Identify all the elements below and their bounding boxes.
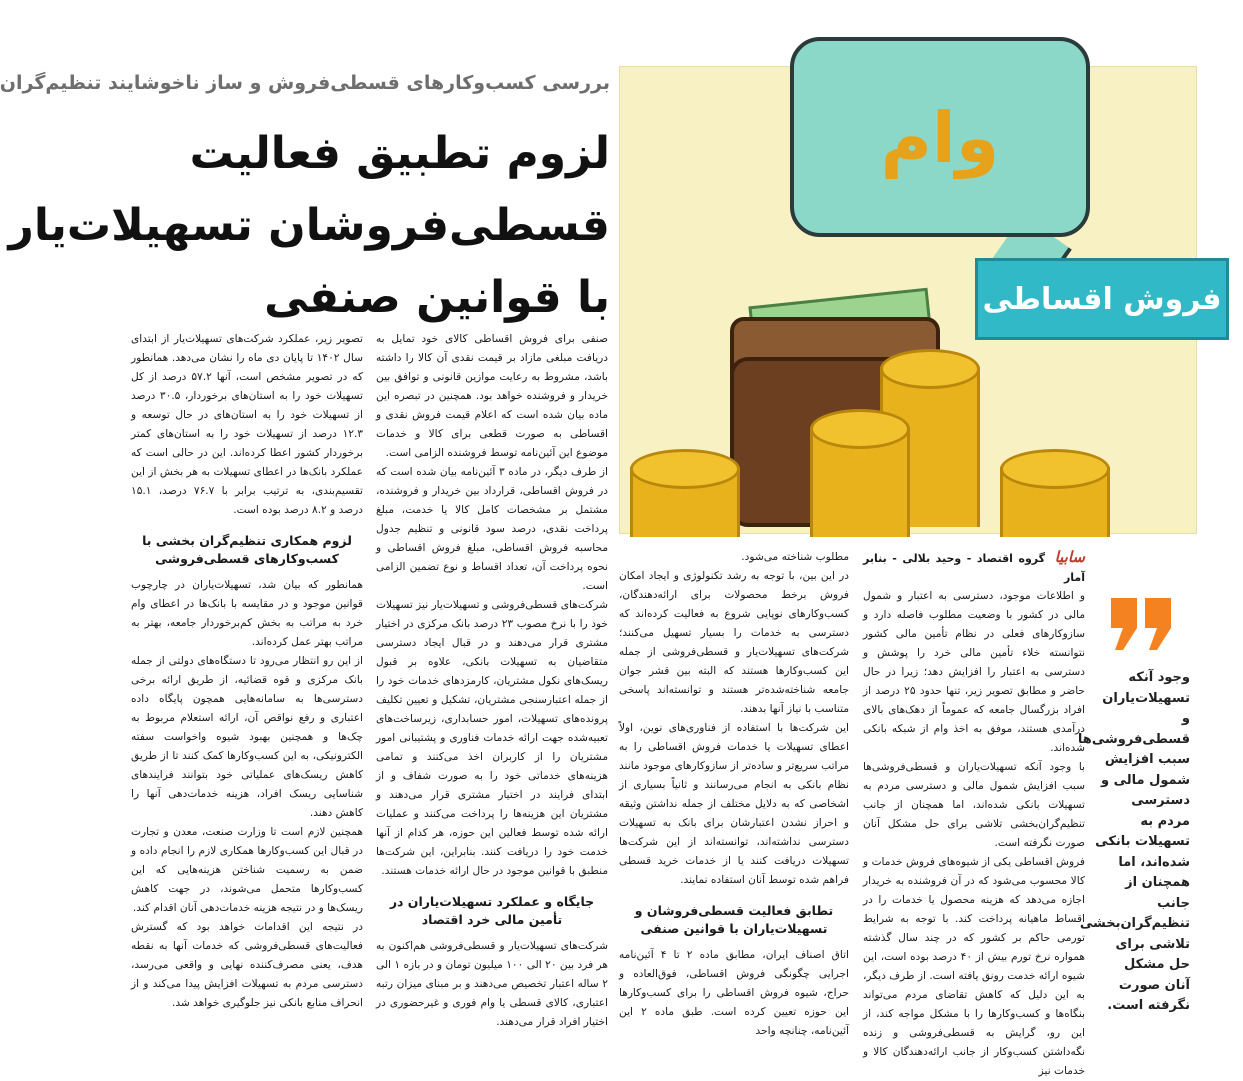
paragraph: این شرکت‌ها با استفاده از فناوری‌های نوین، اولاً اعطای تسهیلات یا خدمات فروش اقساطی را به مراتب سریع‌تر و ساده‌تر از سازوکارهای موجود مانند نظام بانکی به انجام می‌رسانند و ثانیاً بسیاری از اشخاصی که به دلایل مختلف از جمله نداشتن وثیقه و احراز نشدن اعتبارشان برای بانک به تسهیلات دسترسی نداشته‌اند، توانسته‌اند از این شرکت‌ها تسهیلات دریافت کنند یا از خدمات خرید قسطی فراهم شده توسط آنان استفاده نمایند. bbox=[619, 722, 849, 886]
headline-line-2: قسطی‌فروشان تسهیلات‌یار bbox=[8, 200, 610, 251]
column-1 bbox=[863, 548, 1085, 1077]
paragraph: صنفی برای فروش اقساطی کالای خود تمایل به دریافت مبلغی مازاد بر قیمت نقدی آن کالا را داشته باشد، مشروط به رعایت موازین قانونی و توافق بین خریدار و فروشنده خواهد بود. همچنین در تبصره این ماده بیان شده است که اعلام قیمت فروش نقدی و اقساطی به صورت قطعی برای کالا و خدمات موضوع این آئین‌نامه توسط فروشنده الزامی است. bbox=[376, 333, 608, 459]
publication-logo: سابیا bbox=[1054, 548, 1085, 566]
column-2 bbox=[619, 548, 849, 1037]
paragraph: همچنین لازم است تا وزارت صنعت، معدن و تجارت در قبال این کسب‌وکارها همکاری لازم را انجام داده و ضمن به رسمیت شناختن هزینه‌هایی که این کسب‌وکارها متحمل می‌شوند، در جهت کاهش ریسک‌ها و در نتیجه هزینه خدمات‌دهی آنان اقدام کند. bbox=[131, 826, 363, 914]
paragraph: و اطلاعات موجود، دسترسی به اعتبار و شمول مالی در کشور با وضعیت مطلوب فاصله دارد و سازوکارهای فعلی در نظام تأمین مالی کشور نتوانسته خلاء تأمین مالی خرد را پوشش و دسترسی به اعتبار را افزایش دهد؛ زیرا در حال حاضر و مطابق تصویر زیر، تنها حدود ۲۵ درصد از افراد بزرگسال جامعه که عموماً از دهک‌های بالای درآمدی هستند، موفق به اخذ وام از شبکه بانکی شده‌اند. bbox=[863, 590, 1085, 754]
byline bbox=[863, 548, 1085, 587]
headline-line-1: لزوم تطبیق فعالیت bbox=[189, 128, 610, 179]
column-3 bbox=[376, 330, 608, 1028]
paragraph: از این رو انتظار می‌رود تا دستگاه‌های دولتی از جمله بانک مرکزی و قوه قضائیه، از طریق ارائه برخی دسترسی‌ها به سامانه‌هایی همچون پایگاه داده اعتباری و رفع نواقص آن، ارائه استعلام مربوط به چک‌ها و همچنین بهبود شیوه واخواست سفته الکترونیکی، به این کسب‌وکارها کمک کنند تا از طریق کاهش ریسک‌های عملیاتی خود بتوانند فرایندهای شناسایی ریسک افراد، هزینه خدمات‌دهی آنها را کاهش دهند. bbox=[131, 655, 363, 819]
section-heading: لزوم همکاری تنظیم‌گران بخشی با کسب‌وکارهای قسطی‌فروشی bbox=[142, 533, 352, 566]
paragraph: از طرف دیگر، در ماده ۳ آئین‌نامه بیان شده است که در فروش اقساطی، قرارداد بین خریدار و فروشنده، مشتمل بر مشخصات کامل کالا یا خدمت، مبلغ پرداخت نقدی، درصد سود قانونی و تنظیم جدول محاسبه فروش اقساطی، مبلغ فروش اقساطی و نحوه پرداخت آن، تعداد اقساط و نوع تضمین الزامی است. bbox=[376, 466, 608, 592]
paragraph: تصویر زیر، عملکرد شرکت‌های تسهیلات‌یار از ابتدای سال ۱۴۰۲ تا پایان دی ماه را نشان می‌دهد. همانطور که در تصویر مشخص است، آنها ۵۷.۲ درصد از کل تسهیلات خود را به استان‌های برخوردار، ۳۰.۵ درصد از تسهیلات خود را به استان‌های در حال توسعه و ۱۲.۳ درصد از تسهیلات خود را به استان‌های کمتر برخوردار کشور اعطا کرده‌اند. این در حالی است که عملکرد بانک‌ها در اعطای تسهیلات به هر بخش از این تقسیم‌بندی، به ترتیب برابر با ۷۶.۷ درصد، ۱۵.۱ درصد و ۸.۲ درصد بوده است. bbox=[131, 333, 364, 516]
headline-line-3: با قوانین صنفی bbox=[264, 272, 610, 323]
coin-icon bbox=[630, 449, 740, 489]
paragraph: شرکت‌های قسطی‌فروشی و تسهیلات‌یار نیز تسهیلات خود را با نرخ مصوب ۲۳ درصد بانک مرکزی در اختیار مشتری قرار می‌دهند و در قبال ایجاد دسترسی متقاضیان به تسهیلات بانکی، علاوه بر قبول ریسک‌های نکول مشتریان، کارمزدهای خدمات خود را از جمله اعتبارسنجی مشتریان، تشکیل و تعیین تکلیف پرونده‌های تسهیلات، امور حسابداری، زیرساخت‌های تعبیه‌شده جهت ارائه خدمات فناوری و پشتیبانی امور مشتریان را از کاربران اخذ می‌کنند و تمامی هزینه‌های خدماتی خود را به صورت شفاف و از ابتدای فرایند در اختیار مشتری قرار می‌دهند و مشتریان این هزینه‌ها را پرداخت می‌کنند و عملیات ارائه شده توسط فعالین این حوزه، هر کدام از آنها خدمت خود را دریافت کنند. بنابراین، این شرکت‌ها منطبق با قوانین موجود در حال ارائه خدمات هستند. bbox=[376, 599, 608, 877]
section-heading: جایگاه و عملکرد تسهیلات‌یاران در تأمین مالی خرد اقتصاد bbox=[389, 894, 595, 927]
article-headline bbox=[8, 118, 610, 334]
coin-icon bbox=[880, 349, 980, 389]
paragraph: در نتیجه این اقدامات خواهد بود که گسترش فعالیت‌های قسطی‌فروشی که خدمات آنها به نقطه هدف، یعنی مصرف‌کننده نهایی و واقعی می‌رسد، دسترسی مردم به تسهیلات افزایش پیدا می‌کند و از انحراف منابع بانکی نیز جلوگیری خواهد شد. bbox=[131, 921, 363, 1009]
paragraph: فروش اقساطی یکی از شیوه‌های فروش خدمات و کالا محسوب می‌شود که در آن فروشنده به خریدار اجازه می‌دهد که هزینه محصول یا خدمات را در اقساط ماهیانه پرداخت کند. با توجه به شرایط تورمی حاکم بر کشور که در چند سال گذشته همواره نرخ تورم بیش از ۴۰ درصد بوده است، این شیوه ارائه خدمت رونق یافته است. از طرف دیگر، به این دلیل که کاهش تقاضای مردم می‌تواند بنگاه‌ها و کسب‌وکارها را با مشکل مواجه کند، از این رو، گرایش به قسطی‌فروشی و زنده نگه‌داشتن کسب‌وکار از جانب ارائه‌دهندگان کالا و خدمات نیز bbox=[863, 856, 1085, 1077]
byline-text: گروه اقتصاد - وحید بلالی - بنابر آمار bbox=[863, 552, 1085, 584]
section-heading: تطابق فعالیت قسطی‌فروشان و تسهیلات‌یاران با قوانین صنفی bbox=[634, 903, 834, 936]
speech-bubble-text: وام bbox=[880, 97, 1000, 179]
paragraph: مطلوب شناخته می‌شود. bbox=[741, 551, 849, 563]
quote-icon bbox=[1107, 594, 1177, 654]
pull-quote: وجود آنکه تسهیلات‌یاران و قسطی‌فروشی‌ها سبب افزایش شمول مالی و دسترسی مردم به تسهیلات بانکی شده‌اند، اما همچنان از جانب تنظیم‌گران‌بخشی تلاشی برای حل مشکل آنان صورت نگرفته است. bbox=[1077, 670, 1190, 1013]
paragraph: در این بین، با توجه به رشد تکنولوژی و ایجاد امکان فروش برخط محصولات برای ارائه‌دهندگان، کسب‌وکارهای نوپایی شروع به فعالیت کرده‌اند که دسترسی به خدمات را بسیار تسهیل می‌کنند؛ شرکت‌های تسهیلات‌یار و قسطی‌فروشی از جمله این کسب‌وکارها هستند که البته بین قشر جوان جامعه شناخته‌شده‌تر هستند و توانسته‌اند پاسخی متناسب با نیاز آنها بدهند. bbox=[619, 570, 849, 715]
badge-text: فروش اقساطی bbox=[982, 281, 1222, 317]
column-4 bbox=[131, 330, 363, 1008]
paragraph: همانطور که بیان شد، تسهیلات‌یاران در چارچوب قوانین موجود و در مقایسه با بانک‌ها در اعطای وام خرد به مراتب به بخش کم‌برخوردار جامعه، بهتر به مراتب بهتر عمل کرده‌اند. bbox=[131, 579, 363, 648]
paragraph: اتاق اصناف ایران، مطابق ماده ۲ تا ۴ آئین‌نامه اجرایی چگونگی فروش اقساطی، فوق‌العاده و حراج، شیوه فروش اقساطی را برای کسب‌وکارها این حوزه تعیین کرده است. طبق ماده ۲ این آئین‌نامه، چنانچه واحد bbox=[619, 949, 849, 1037]
paragraph: با وجود آنکه تسهیلات‌یاران و قسطی‌فروشی‌ها سبب افزایش شمول مالی و دسترسی مردم به تسهیلات بانکی شده‌اند، اما همچنان از جانب تنظیم‌گران‌بخشی تلاشی برای حل مشکل آنان صورت نگرفته است. bbox=[863, 761, 1085, 849]
installment-sales-badge bbox=[975, 258, 1229, 340]
coin-icon bbox=[810, 409, 910, 449]
paragraph: شرکت‌های تسهیلات‌یار و قسطی‌فروشی هم‌اکنون به هر فرد بین ۲۰ الی ۱۰۰ میلیون تومان و در بازه ۱ الی ۲ ساله اعتبار تخصیص می‌دهند و بر مبنای میزان رتبه اعتباری، کالای قسطی یا وام فوری و غیرحضوری در اختیار افراد قرار می‌دهند. bbox=[376, 940, 608, 1028]
coin-icon bbox=[1000, 449, 1110, 489]
article-kicker: بررسی کسب‌وکارهای قسطی‌فروش و ساز ناخوشایند تنظیم‌گران bbox=[0, 72, 610, 94]
